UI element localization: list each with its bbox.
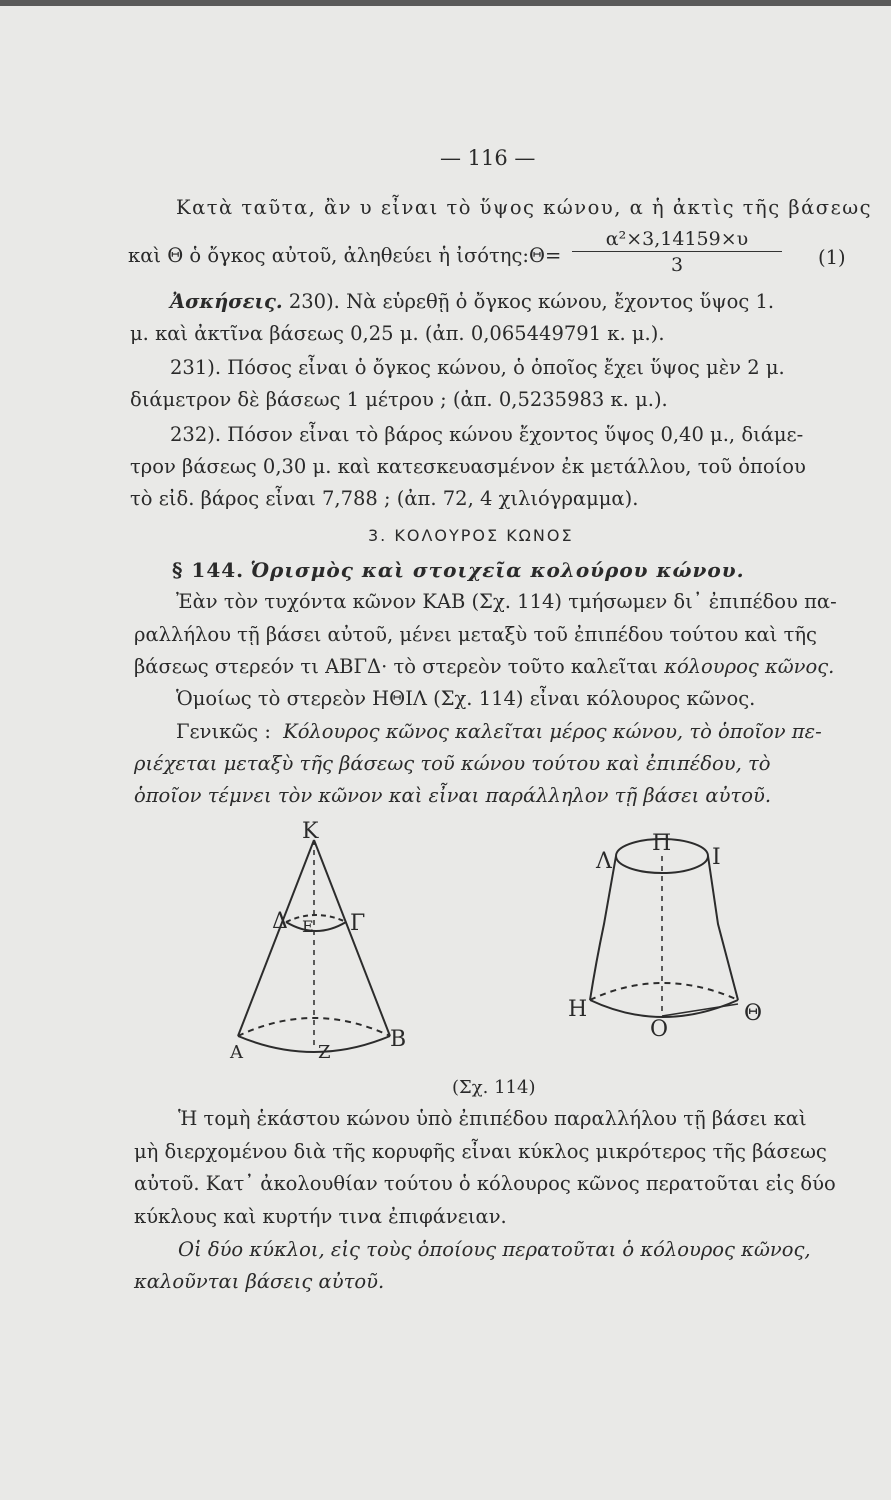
exercise-232: 232). Πόσον εἶναι τὸ βάρος κώνου ἔχοντος ὕψος 0,40 μ., διάμε- — [170, 423, 804, 446]
definition-line-3: ὁποῖον τέμνει τὸν κῶνον καὶ εἶναι παράλληλον τῇ βάσει αὐτοῦ. — [134, 784, 772, 807]
figure-caption: (Σχ. 114) — [452, 1077, 536, 1098]
exercise-231-cont: διάμετρον δὲ βάσεως 1 μέτρου ; (ἀπ. 0,5235983 κ. μ.). — [130, 388, 668, 411]
fraction-denominator: 3 — [670, 254, 684, 276]
label-z: Z — [318, 1042, 331, 1063]
exercise-230-cont: μ. καὶ ἀκτῖνα βάσεως 0,25 μ. (ἀπ. 0,065449791 κ. μ.). — [130, 322, 665, 345]
frustum-radius — [662, 1004, 738, 1016]
label-th: Θ — [744, 1001, 763, 1026]
label-apex-k: K — [302, 819, 319, 844]
paragraph-text: βάσεως στερεόν τι ΑΒΓΔ· τὸ στερεὸν τοῦτο καλεῖται — [134, 655, 665, 678]
formula-line-2: καὶ Θ ὁ ὄγκος αὐτοῦ, ἀληθεύει ἡ ἰσότης:Θ= — [128, 244, 562, 267]
fraction-numerator: α²×3,14159×υ — [572, 228, 782, 252]
exercises-label: Ἀσκήσεις. — [170, 290, 283, 313]
label-e: E — [302, 917, 314, 936]
exercise-231: 231). Πόσος εἶναι ὁ ὄγκος κώνου, ὁ ὁποῖος ἔχει ὕψος μὲν 2 μ. — [170, 356, 785, 379]
exercise-232-cont: τρον βάσεως 0,30 μ. καὶ κατεσκευασμένον ἐκ μετάλλου, τοῦ ὁποίου — [130, 455, 806, 478]
term-frustum: κόλουρος κῶνος. — [664, 655, 835, 678]
cone-section-front — [286, 922, 346, 931]
frustum-base-back — [590, 983, 738, 1000]
closing-line: Οἱ δύο κύκλοι, εἰς τοὺς ὁποίους περατοῦται ὁ κόλουρος κῶνος, — [178, 1238, 811, 1261]
cone-edge-left — [238, 840, 314, 1036]
paragraph-line: Ὁμοίως τὸ στερεὸν ΗΘΙΛ (Σχ. 114) εἶναι κόλουρος κῶνος. — [176, 687, 756, 710]
section-144-title: Ὁρισμὸς καὶ στοιχεῖα κολούρου κώνου. — [250, 558, 745, 582]
cone-diagram — [238, 840, 390, 1052]
section-heading: 3. ΚΟΛΟΥΡΟΣ ΚΩΝΟΣ — [368, 526, 574, 545]
cone-edge-right — [314, 840, 390, 1036]
frustum-edge-left — [590, 856, 616, 1000]
label-p: Π — [652, 831, 672, 856]
equation-number: (1) — [818, 246, 846, 269]
paragraph-line: Ἐὰν τὸν τυχόντα κῶνον ΚΑΒ (Σχ. 114) τμήσωμεν δι᾿ ἐπιπέδου πα- — [176, 590, 837, 613]
label-o: O — [650, 1017, 669, 1042]
label-i: I — [712, 845, 721, 870]
label-l: Λ — [596, 849, 612, 874]
closing-line: μὴ διερχομένου διὰ τῆς κορυφῆς εἶναι κύκλος μικρότερος τῆς βάσεως — [134, 1140, 827, 1163]
exercise-232-cont-2: τὸ εἰδ. βάρος εἶναι 7,788 ; (ἀπ. 72, 4 χιλιόγραμμα). — [130, 487, 639, 510]
cone-section-back — [286, 915, 346, 922]
closing-line: κύκλους καὶ κυρτήν τινα ἐπιφάνειαν. — [134, 1205, 507, 1228]
frustum-base-front — [590, 1000, 738, 1017]
label-h: H — [568, 997, 588, 1022]
closing-line: καλοῦνται βάσεις αὐτοῦ. — [134, 1270, 385, 1293]
label-g: Γ — [350, 911, 366, 936]
label-a: A — [230, 1042, 243, 1063]
frustum-edge-right — [708, 856, 738, 1000]
definition-label: Γενικῶς : — [176, 720, 271, 743]
closing-line: Ἡ τομὴ ἑκάστου κώνου ὑπὸ ἐπιπέδου παραλλήλου τῇ βάσει καὶ — [178, 1107, 807, 1130]
closing-line: αὐτοῦ. Κατ᾿ ἀκολουθίαν τούτου ὁ κόλουρος κῶνος περατοῦται εἰς δύο — [134, 1172, 836, 1195]
label-d: Δ — [272, 909, 288, 934]
definition-text: Κόλουρος κῶνος καλεῖται μέρος κώνου, τὸ ὁποῖον πε- — [283, 720, 822, 743]
formula-line-1: Κατὰ ταῦτα, ἂν υ εἶναι τὸ ὕψος κώνου, α ἡ ἀκτὶς τῆς βάσεως — [176, 196, 873, 219]
paragraph-line: ραλλήλου τῇ βάσει αὐτοῦ, μένει μεταξὺ τοῦ ἐπιπέδου τούτου καὶ τῆς — [134, 623, 817, 646]
label-b: B — [390, 1027, 407, 1052]
page-number: — 116 — — [440, 146, 536, 170]
section-144-number: § 144. — [172, 558, 245, 582]
definition-line-2: ριέχεται μεταξὺ τῆς βάσεως τοῦ κώνου τούτου καὶ ἐπιπέδου, τὸ — [134, 752, 771, 775]
exercise-230-text: 230). Νὰ εὑρεθῇ ὁ ὄγκος κώνου, ἔχοντος ὕψος 1. — [288, 290, 775, 313]
